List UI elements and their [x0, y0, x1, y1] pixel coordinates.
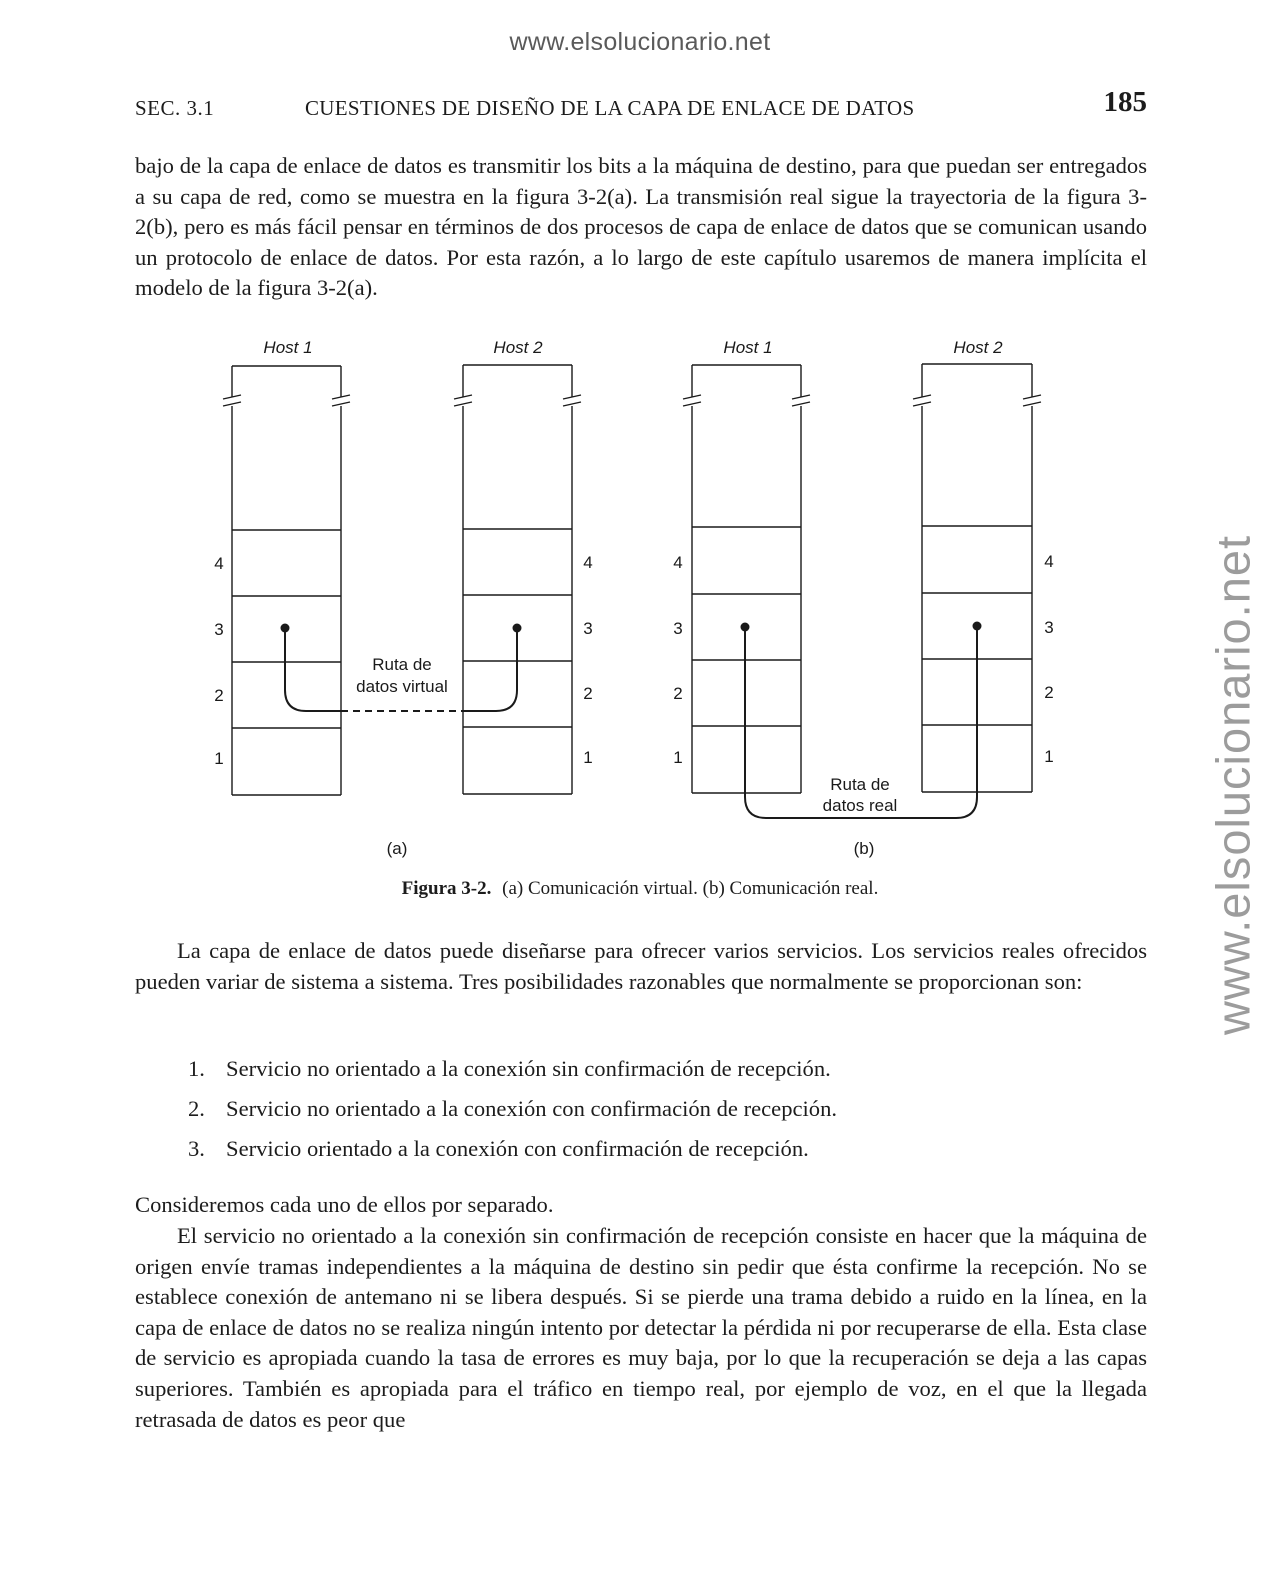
layer-number: 4 [1044, 552, 1054, 571]
layer-number: 3 [583, 619, 593, 638]
layer-number: 4 [673, 553, 683, 572]
real-path-label: datos real [822, 796, 898, 815]
endpoint-dot [513, 624, 522, 633]
layer-number: 3 [1044, 618, 1054, 637]
host-b1-stack [683, 365, 810, 793]
endpoint-dot [741, 623, 750, 632]
watermark-side: www.elsolucionario.net [1206, 534, 1260, 1036]
layer-number: 2 [673, 684, 683, 703]
virtual-path-left [285, 628, 341, 711]
layer-number: 1 [673, 748, 683, 767]
figure-caption [0, 878, 1280, 900]
list-item-number: 3. [188, 1136, 205, 1161]
list-item-number: 2. [188, 1096, 205, 1121]
host-a2-stack [454, 365, 581, 794]
virtual-path-right [463, 628, 517, 711]
watermark-top: www.elsolucionario.net [509, 28, 771, 56]
host-label-a2: Host 2 [493, 338, 543, 357]
paragraph-3: Consideremos cada uno de ellos por separado. [135, 1192, 554, 1217]
layer-number: 1 [583, 748, 593, 767]
paragraph-4: El servicio no orientado a la conexión sin confirmación de recepción consiste en hacer que la máquina de origen envíe tramas independientes a la máquina de destino sin pedir que ésta confirme la recepción. No se establece conexión de antemano ni se libera después. Si se pierde una trama debido a ruido en la línea, en la capa de enlace de datos no se realiza ningún intento por detectar la pérdida ni por recuperarse de ella. Esta clase de servicio es apropiada cuando la tasa de errores es muy baja, por lo que la recuperación se deja a las capas superiores. También es apropiada para el tráfico en tiempo real, por ejemplo de voz, en el que la llegada retrasada de datos es peor que [135, 1223, 1147, 1432]
real-path-label: Ruta de [830, 775, 890, 794]
layer-number: 4 [583, 553, 593, 572]
layer-number: 3 [214, 620, 224, 639]
list-item-text: Servicio orientado a la conexión con confirmación de recepción. [226, 1136, 809, 1161]
layer-number: 2 [583, 684, 593, 703]
list-item-text: Servicio no orientado a la conexión con confirmación de recepción. [226, 1096, 838, 1121]
host-label-b2: Host 2 [953, 338, 1003, 357]
page-number: 185 [1103, 86, 1147, 118]
endpoint-dot [281, 624, 290, 633]
layer-number: 3 [673, 619, 683, 638]
layer-number: 1 [214, 749, 224, 768]
host-label-b1: Host 1 [723, 338, 773, 357]
running-title: CUESTIONES DE DISEÑO DE LA CAPA DE ENLACE DE DATOS [305, 96, 915, 120]
endpoint-dot [973, 622, 982, 631]
services-list [188, 1049, 1088, 1169]
list-item-text: Servicio no orientado a la conexión sin confirmación de recepción. [226, 1056, 831, 1081]
layer-number: 2 [214, 686, 224, 705]
paragraph-1: bajo de la capa de enlace de datos es transmitir los bits a la máquina de destino, para que puedan ser entregados a su capa de red, como se muestra en la figura 3-2(a). La transmisión real sigue la trayectoria de la figura 3-2(b), pero es más fácil pensar en términos de dos procesos de capa de enlace de datos que se comunican usando un protocolo de enlace de datos. Por esta razón, a lo largo de este capítulo usaremos de manera implícita el modelo de la figura 3-2(a). [135, 153, 1147, 301]
subfigure-label-a: (a) [386, 839, 408, 858]
layer-number: 4 [214, 554, 224, 573]
list-item [188, 1049, 1088, 1089]
caption-text: (a) Comunicación virtual. (b) Comunicación real. [502, 878, 879, 899]
list-item [188, 1089, 1088, 1129]
layer-number: 1 [1044, 747, 1054, 766]
caption-label: Figura 3-2. [401, 878, 492, 899]
virtual-path-label: Ruta de [372, 655, 432, 674]
paragraph-2: La capa de enlace de datos puede diseñarse para ofrecer varios servicios. Los servicios reales ofrecidos pueden variar de sistema a sistema. Tres posibilidades razonables que normalmente se proporcionan son: [135, 938, 1147, 994]
section-number: SEC. 3.1 [135, 96, 215, 120]
list-item-number: 1. [188, 1056, 205, 1081]
subfigure-label-b: (b) [853, 839, 875, 858]
layer-number: 2 [1044, 683, 1054, 702]
host-a1-stack [223, 366, 350, 795]
virtual-path-label: datos virtual [356, 677, 448, 696]
host-label-a1: Host 1 [263, 338, 313, 357]
list-item [188, 1129, 1088, 1169]
